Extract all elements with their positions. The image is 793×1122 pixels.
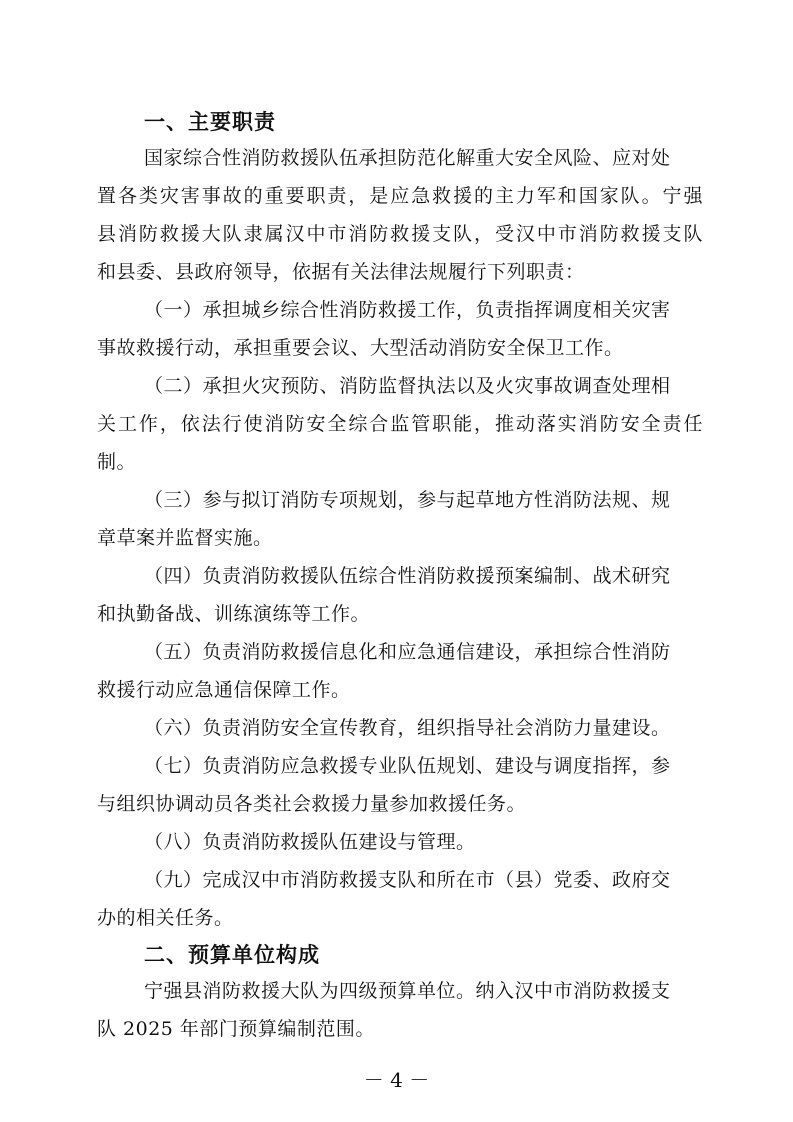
duty-item-6-line-1: （六）负责消防安全宣传教育，组织指导社会消防力量建设。 [144,717,671,739]
intro-line-2: 置各类灾害事故的重要职责，是应急救援的主力军和国家队。宁强 [97,185,703,207]
duty-item-1-line-2: 事故救援行动，承担重要会议、大型活动消防安全保卫工作。 [97,337,624,359]
intro-line-1: 国家综合性消防救援队伍承担防范化解重大安全风险、应对处 [144,147,671,169]
intro-line-3: 县消防救援大队隶属汉中市消防救援支队，受汉中市消防救援支队 [97,223,703,245]
budget-line-2: 队 2025 年部门预算编制范围。 [97,1018,375,1040]
duty-item-4-line-2: 和执勤备战、训练演练等工作。 [97,603,371,625]
duty-item-2-line-1: （二）承担火灾预防、消防监督执法以及火灾事故调查处理相 [144,375,671,397]
duty-item-3-line-1: （三）参与拟订消防专项规划，参与起草地方性消防法规、规 [144,489,671,511]
page-number: － 4 － [363,1068,430,1092]
duty-item-5-line-1: （五）负责消防救援信息化和应急通信建设，承担综合性消防 [144,641,671,663]
section-heading-budget-units: 二、预算单位构成 [144,943,320,967]
duty-item-8-line-1: （八）负责消防救援队伍建设与管理。 [144,831,476,853]
duty-item-4-line-1: （四）负责消防救援队伍综合性消防救援预案编制、战术研究 [144,565,671,587]
duty-item-9-line-2: 办的相关任务。 [97,907,234,929]
section-heading-duties: 一、主要职责 [144,110,276,134]
intro-line-4: 和县委、县政府领导，依据有关法律法规履行下列职责： [97,261,585,283]
duty-item-2-line-2: 关工作，依法行使消防安全综合监管职能，推动落实消防安全责任 [97,413,703,435]
duty-item-5-line-2: 救援行动应急通信保障工作。 [97,679,351,701]
duty-item-7-line-1: （七）负责消防应急救援专业队伍规划、建设与调度指挥，参 [144,755,671,777]
budget-line-1: 宁强县消防救援大队为四级预算单位。纳入汉中市消防救援支 [144,980,671,1002]
duty-item-1-line-1: （一）承担城乡综合性消防救援工作，负责指挥调度相关灾害 [144,299,671,321]
duty-item-9-line-1: （九）完成汉中市消防救援支队和所在市（县）党委、政府交 [144,869,671,891]
duty-item-7-line-2: 与组织协调动员各类社会救援力量参加救援任务。 [97,793,527,815]
duty-item-2-line-3: 制。 [97,451,137,473]
duty-item-3-line-2: 章草案并监督实施。 [97,527,273,549]
